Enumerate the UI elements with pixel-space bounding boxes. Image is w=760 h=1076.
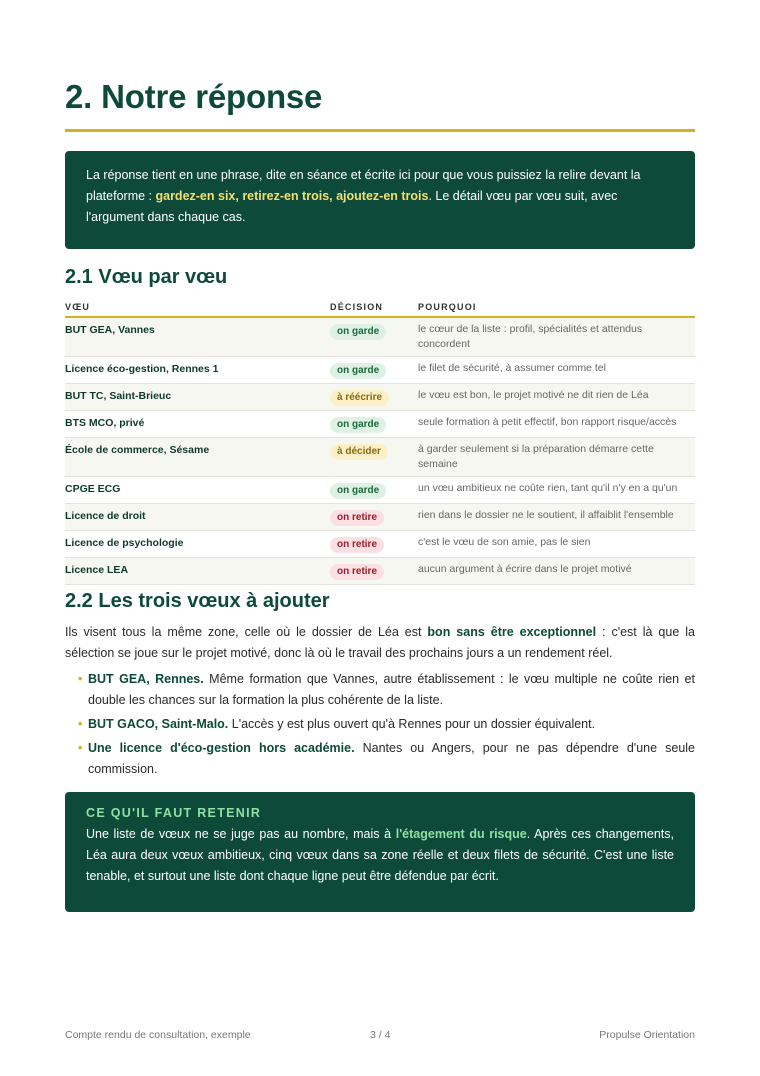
retain-callout [65, 792, 695, 912]
bullet-dot-icon: • [78, 672, 83, 686]
page-title: 2. Notre réponse [65, 78, 323, 115]
decision-badge: on retire [330, 564, 384, 580]
section-heading-voeux: 2.1 Vœu par vœu [65, 266, 228, 288]
pourquoi-cell: le cœur de la liste : profil, spécialités et attendus concordent [418, 317, 695, 357]
column-header-voeu: VŒU [65, 297, 330, 317]
pourquoi-cell: aucun argument à écrire dans le projet motivé [418, 558, 695, 585]
intro-strong: bon sans être exceptionnel [427, 625, 597, 639]
table-row [65, 504, 695, 531]
decision-cell [330, 411, 418, 438]
voeu-cell: Licence éco-gestion, Rennes 1 [65, 357, 330, 384]
voeu-cell: Licence LEA [65, 558, 330, 585]
added-voeux-list [75, 669, 695, 783]
table-row [65, 411, 695, 438]
decision-badge: on garde [330, 417, 386, 433]
pourquoi-cell: à garder seulement si la préparation démarre cette semaine [418, 438, 695, 477]
voeu-cell: École de commerce, Sésame [65, 438, 330, 477]
decision-cell [330, 477, 418, 504]
pourquoi-cell: rien dans le dossier ne le soutient, il affaiblit l'ensemble [418, 504, 695, 531]
pourquoi-cell: un vœu ambitieux ne coûte rien, tant qu'il n'y en a qu'un [418, 477, 695, 504]
intro-text-after: : c'est là que la sélection se joue sur le projet motivé, donc là où le travail des prochains jours a un rendement réel. [65, 625, 695, 660]
decision-badge: à décider [330, 444, 388, 460]
decision-cell [330, 384, 418, 411]
retain-text-after: . Après ces changements, Léa aura deux vœux ambitieux, cinq vœux dans sa zone réelle et deux filets de sécurité. C'est une liste tenable, et surtout une liste dont chaque ligne peut être défendue par écrit. [86, 827, 674, 883]
pourquoi-cell: le vœu est bon, le projet motivé ne dit rien de Léa [418, 384, 695, 411]
bullet-dot-icon: • [78, 717, 83, 731]
footer-right: Propulse Orientation [599, 1029, 695, 1041]
voeu-cell: CPGE ECG [65, 477, 330, 504]
retain-highlight: l'étagement du risque [395, 827, 527, 841]
answer-callout [65, 151, 695, 249]
table-header-row [65, 297, 695, 317]
section-heading-ajouts: 2.2 Les trois vœux à ajouter [65, 590, 330, 612]
table-row [65, 531, 695, 558]
column-header-decision: DÉCISION [330, 297, 418, 317]
decision-badge: on retire [330, 510, 384, 526]
pourquoi-cell: c'est le vœu de son amie, pas le sien [418, 531, 695, 558]
decision-badge: on garde [330, 483, 386, 499]
bullet-dot-icon: • [78, 741, 83, 755]
list-item [75, 738, 695, 780]
decision-badge: on retire [330, 537, 384, 553]
answer-text-after: . Le détail vœu par vœu suit, avec l'argument dans chaque cas. [86, 189, 618, 224]
intro-text-before: Ils visent tous la même zone, celle où le dossier de Léa est [65, 625, 428, 639]
table-row [65, 357, 695, 384]
answer-highlight: gardez-en six, retirez-en trois, ajoutez-en trois [155, 189, 429, 203]
pourquoi-cell: le filet de sécurité, à assumer comme tel [418, 357, 695, 384]
table-row [65, 558, 695, 585]
retain-text [86, 824, 674, 887]
page-number: 3 / 4 [370, 1029, 391, 1041]
bullet-text: L'accès y est plus ouvert qu'à Rennes pour un dossier équivalent. [228, 717, 596, 731]
column-header-pourquoi: POURQUOI [418, 297, 695, 317]
bullet-strong: BUT GACO, Saint-Malo. [88, 717, 229, 731]
title-divider [65, 129, 695, 132]
list-item [75, 669, 695, 711]
decision-cell [330, 357, 418, 384]
voeux-table [65, 297, 695, 585]
decision-badge: on garde [330, 324, 386, 340]
list-item [75, 714, 695, 735]
voeu-cell: BTS MCO, privé [65, 411, 330, 438]
decision-cell [330, 558, 418, 585]
bullet-text: Même formation que Vannes, autre établissement : le vœu multiple ne coûte rien et double les chances sur la formation la plus cohérente de la liste. [88, 672, 695, 707]
decision-cell [330, 438, 418, 477]
table-row [65, 438, 695, 477]
bullet-strong: Une licence d'éco-gestion hors académie. [88, 741, 355, 755]
voeu-cell: Licence de droit [65, 504, 330, 531]
table-row [65, 477, 695, 504]
bullet-strong: BUT GEA, Rennes. [88, 672, 204, 686]
voeu-cell: BUT TC, Saint-Brieuc [65, 384, 330, 411]
footer-left: Compte rendu de consultation, exemple [65, 1029, 251, 1041]
decision-badge: on garde [330, 363, 386, 379]
bullet-text: Nantes ou Angers, pour ne pas dépendre d'une seule commission. [88, 741, 695, 776]
table-row [65, 384, 695, 411]
decision-cell [330, 317, 418, 357]
voeu-cell: Licence de psychologie [65, 531, 330, 558]
pourquoi-cell: seule formation à petit effectif, bon rapport risque/accès [418, 411, 695, 438]
retain-title: CE QU'IL FAUT RETENIR [86, 806, 262, 820]
section2-intro [65, 622, 695, 664]
voeu-cell: BUT GEA, Vannes [65, 317, 330, 357]
retain-text-before: Une liste de vœux ne se juge pas au nombre, mais à [86, 827, 396, 841]
answer-text-before: La réponse tient en une phrase, dite en séance et écrite ici pour que vous puissiez la relire devant la plateforme : [86, 168, 641, 203]
table-row [65, 317, 695, 357]
decision-badge: à réécrire [330, 390, 389, 406]
decision-cell [330, 531, 418, 558]
decision-cell [330, 504, 418, 531]
